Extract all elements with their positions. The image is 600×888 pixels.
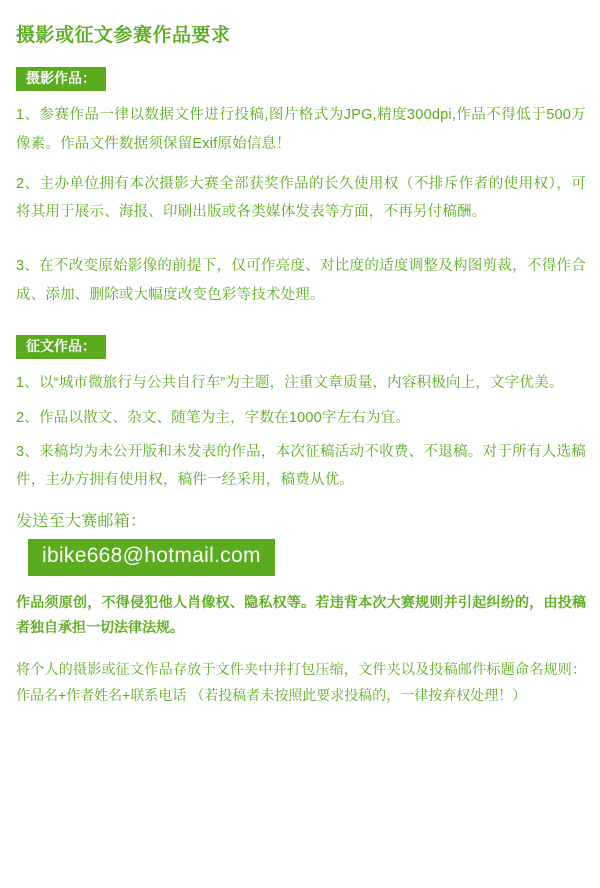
photography-rule-1: 1、参赛作品一律以数据文件进行投稿,图片格式为JPG,精度300dpi,作品不得低于500万像素。作品文件数据须保留Exif原始信息！ xyxy=(16,107,586,152)
naming-rule-note: 将个人的摄影或征文作品存放于文件夹中并打包压缩，文件夹以及投稿邮件标题命名规则：作品名+作者姓名+联系电话 （若投稿者未按照此要求投稿的，一律按弃权处理！） xyxy=(16,661,586,704)
photography-rule-3: 3、在不改变原始影像的前提下，仅可作亮度、对比度的适度调整及构图剪裁，不得作合成、添加、删除或大幅度改变色彩等技术处理。 xyxy=(16,258,586,303)
submission-label: 发送至大赛邮箱： xyxy=(16,513,147,531)
page-title: 摄影或征文参赛作品要求 xyxy=(16,25,231,46)
photography-rule-2: 2、主办单位拥有本次摄影大赛全部获奖作品的长久使用权（不排斥作者的使用权），可将其用于展示、海报、印刷出版或各类媒体发表等方面，不再另付稿酬。 xyxy=(16,175,586,221)
essay-rule-2: 2、作品以散文、杂文、随笔为主，字数在1000字左右为宜。 xyxy=(16,409,411,426)
essay-rule-1: 1、以“城市微旅行与公共自行车”为主题，注重文章质量，内容积极向上，文字优美。 xyxy=(16,375,564,392)
originality-note: 作品须原创，不得侵犯他人肖像权、隐私权等。若违背本次大赛规则并引起纠纷的，由投稿者独自承担一切法律法规。 xyxy=(16,593,586,636)
essay-rule-3: 3、来稿均为未公开版和未发表的作品，本次征稿活动不收费、不退稿。对于所有人选稿件，主办方拥有使用权，稿件一经采用，稿费从优。 xyxy=(16,443,586,489)
contest-email[interactable]: ibike668@hotmail.com xyxy=(28,539,275,575)
section-tag-photography: 摄影作品： xyxy=(16,67,106,91)
section-tag-essay: 征文作品： xyxy=(16,335,106,359)
